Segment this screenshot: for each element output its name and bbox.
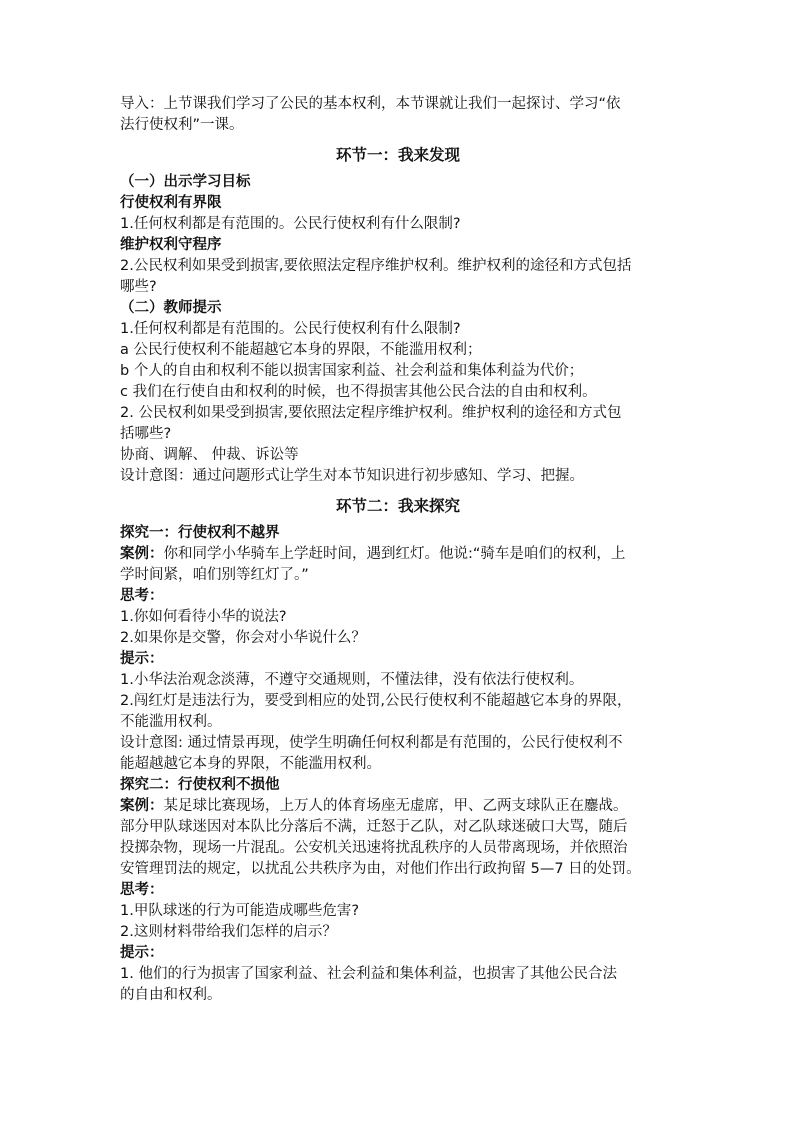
tip-line-7: 协商、调解、 仲裁、诉讼等: [120, 447, 299, 463]
explore2-hint-2: 的自由和权利。: [120, 987, 222, 1003]
explore1-think-1: 1.你如何看待小华的说法?: [120, 609, 287, 625]
explore2-think-label: 思考：: [120, 882, 164, 898]
tip-line-5: 2. 公民权利如果受到损害,要依照法定程序维护权利。维护权利的途径和方式包: [120, 405, 622, 421]
tips-title: （二）教师提示: [120, 300, 222, 316]
explore1-hint-5: 能超越越它本身的界限，不能滥用权利。: [120, 756, 381, 772]
explore2-case-line-1: [120, 796, 676, 817]
explore2-case-line-4: 安管理罚法的规定，以扰乱公共秩序为由，对他们作出行政拘留 5—7 日的处罚。: [120, 861, 641, 877]
explore1-case-label: 案例：: [120, 546, 164, 562]
goal1-text: 1.任何权利都是有范围的。公民行使权利有什么限制?: [120, 216, 461, 232]
explore2-hint-label: 提示：: [120, 945, 164, 961]
goal2-title: 维护权利守程序: [120, 237, 222, 253]
explore2-case-line-2: 部分甲队球迷因对本队比分落后不满，迁怒于乙队，对乙队球迷破口大骂，随后: [120, 819, 628, 835]
tip-line-1: 1.任何权利都是有范围的。公民行使权利有什么限制?: [120, 321, 461, 337]
explore1-case-text-1: 你和同学小华骑车上学赶时间，遇到红灯。他说:“骑车是咱们的权利，上: [163, 546, 626, 562]
tip-line-4: c 我们在行使自由和权利的时候，也不得损害其他公民合法的自由和权利。: [120, 384, 597, 400]
explore2-think-1: 1.甲队球迷的行为可能造成哪些危害?: [120, 903, 360, 919]
explore1-hint-label: 提示：: [120, 651, 164, 667]
explore2-hint-1: 1. 他们的行为损害了国家利益、社会利益和集体利益，也损害了其他公民合法: [120, 966, 617, 982]
explore1-think-2: 2.如果你是交警，你会对小华说什么？: [120, 630, 366, 646]
goal1-title: 行使权利有界限: [120, 195, 222, 211]
goal2-text-2: 哪些?: [120, 279, 157, 295]
section1-heading: 环节一：我来发现: [335, 146, 460, 164]
goal2-text-1: 2.公民权利如果受到损害,要依照法定程序维护权利。维护权利的途径和方式包括: [120, 258, 632, 274]
tip-line-2: a 公民行使权利不能超越它本身的界限，不能滥用权利；: [120, 342, 482, 358]
explore1-case-line-1: [120, 544, 676, 565]
section2-heading: 环节二：我来探究: [335, 497, 460, 515]
tip-line-6: 括哪些?: [120, 426, 172, 442]
explore1-title: 探究一：行使权利不越界: [120, 525, 280, 541]
explore1-hint-3: 不能滥用权利。: [120, 714, 222, 730]
intro-line-1: 导入：上节课我们学习了公民的基本权利，本节课就让我们一起探讨、学习“依: [120, 96, 621, 112]
tip-line-3: b 个人的自由和权利不能以损害国家利益、社会利益和集体利益为代价；: [120, 363, 584, 379]
goals-title: （一）出示学习目标: [120, 174, 251, 190]
explore2-case-text-1: 某足球比赛现场，上万人的体育场座无虚席，甲、乙两支球队正在鏖战。: [163, 798, 628, 814]
explore1-think-label: 思考：: [120, 588, 164, 604]
explore2-case-line-3: 投掷杂物，现场一片混乱。公安机关迅速将扰乱秩序的人员带离现场，并依照治: [120, 840, 628, 856]
explore2-think-2: 2.这则材料带给我们怎样的启示？: [120, 924, 337, 940]
explore1-case-line-2: 学时间紧，咱们别等红灯了。”: [120, 567, 309, 583]
explore2-title: 探究二：行使权利不损他: [120, 777, 280, 793]
intro-line-2: 法行使权利”一课。: [120, 117, 244, 133]
explore1-hint-1: 1.小华法治观念淡薄，不遵守交通规则，不懂法律，没有依法行使权利。: [120, 672, 584, 688]
explore2-case-label: 案例：: [120, 798, 164, 814]
tip-line-8: 设计意图：通过问题形式让学生对本节知识进行初步感知、学习、把握。: [120, 468, 584, 484]
explore1-hint-4: 设计意图: 通过情景再现，使学生明确任何权利都是有范围的，公民行使权利不: [120, 735, 623, 751]
explore1-hint-2: 2.闯红灯是违法行为，要受到相应的处罚,公民行使权利不能超越它本身的界限，: [120, 693, 632, 709]
